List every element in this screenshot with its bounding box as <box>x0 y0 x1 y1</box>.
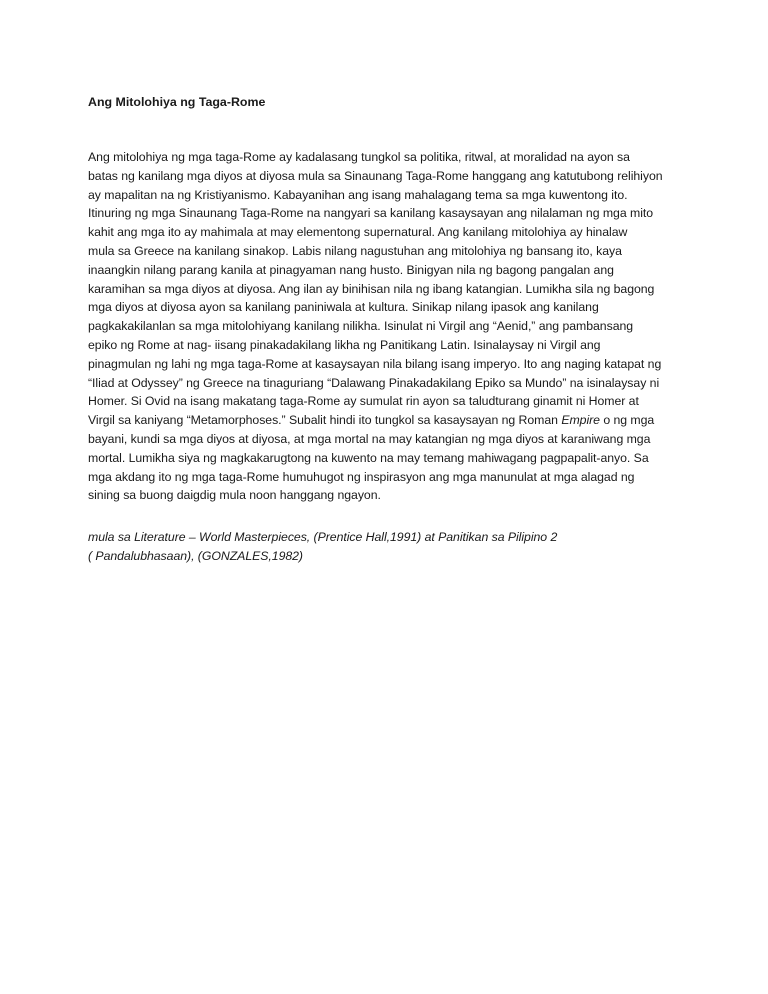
paragraph-line: pinagmulan ng lahi ng mga taga-Rome at kasaysayan nila bilang isang imperyo. Ito ang naging katapat ng <box>88 356 662 371</box>
citation-line: ( Pandalubhasaan), (GONZALES,1982) <box>88 549 303 563</box>
paragraph-line: inaangkin nilang parang kanila at pinagyaman nang husto. Binigyan nila ng bagong pangalan ang <box>88 262 614 277</box>
paragraph-line-with-emphasis <box>88 411 688 430</box>
paragraph-line: “Iliad at Odyssey” ng Greece na tinaguriang “Dalawang Pinakadakilang Epiko sa Mundo” na isinalaysay ni <box>88 375 660 390</box>
source-citation <box>88 528 688 566</box>
paragraph-line: mortal. Lumikha siya ng magkakarugtong na kuwento na may temang mahiwagang pagpapalit-anyo. Sa <box>88 450 649 465</box>
paragraph-line: pagkakakilanlan sa mga mitolohiyang kanilang nilikha. Isinulat ni Virgil ang “Aenid,” ang pambansang <box>88 319 634 334</box>
body-paragraph <box>88 148 688 505</box>
paragraph-line: Itinuring ng mga Sinaunang Taga-Rome na nangyari sa kanilang kasaysayan ang nilalaman ng mga mito <box>88 206 654 221</box>
paragraph-line: karamihan sa mga diyos at diyosa. Ang ilan ay binihisan nila ng ibang katangian. Lumikha sila ng bagong <box>88 281 655 296</box>
paragraph-line: Ang mitolohiya ng mga taga-Rome ay kadalasang tungkol sa politika, ritwal, at moralidad na ayon sa <box>88 150 630 164</box>
paragraph-line-end: o ng mga <box>599 413 655 428</box>
document-title: Ang Mitolohiya ng Taga-Rome <box>88 95 266 109</box>
paragraph-line: ay mapalitan na ng Kristiyanismo. Kabayanihan ang isang mahalagang tema sa mga kuwentong ito. <box>88 187 628 202</box>
paragraph-line: sining sa buong daigdig mula noon hanggang ngayon. <box>88 488 381 503</box>
paragraph-line: batas ng kanilang mga diyos at diyosa mula sa Sinaunang Taga-Rome hanggang ang katutubong relihiyon <box>88 168 663 183</box>
citation-line: mula sa Literature – World Masterpieces, (Prentice Hall,1991) at Panitikan sa Pilipino 2 <box>88 530 558 544</box>
paragraph-line: kahit ang mga ito ay mahimala at may elementong supernatural. Ang kanilang mitolohiya ay hinalaw <box>88 225 628 240</box>
paragraph-line: mula sa Greece na kanilang sinakop. Labis nilang nagustuhan ang mitolohiya ng bansang ito, kaya <box>88 243 622 258</box>
emphasized-word: Empire <box>561 413 600 428</box>
paragraph-line: mga diyos at diyosa ayon sa kanilang paniniwala at kultura. Sinikap nilang ipasok ang kanilang <box>88 300 599 315</box>
paragraph-line: bayani, kundi sa mga diyos at diyosa, at mga mortal na may katangian ng mga diyos at karaniwang mga <box>88 431 651 446</box>
paragraph-line-start: Virgil sa kaniyang “Metamorphoses.” Subalit hindi ito tungkol sa kasaysayan ng Roman <box>88 413 562 428</box>
paragraph-line: epiko ng Rome at nag- iisang pinakadakilang likha ng Panitikang Latin. Isinalaysay ni Virgil ang <box>88 337 601 352</box>
paragraph-line: Homer. Si Ovid na isang makatang taga-Rome ay sumulat rin ayon sa taludturang ginamit ni Homer at <box>88 394 639 409</box>
paragraph-line: mga akdang ito ng mga taga-Rome humuhugot ng inspirasyon ang mga manunulat at mga alagad ng <box>88 469 635 484</box>
